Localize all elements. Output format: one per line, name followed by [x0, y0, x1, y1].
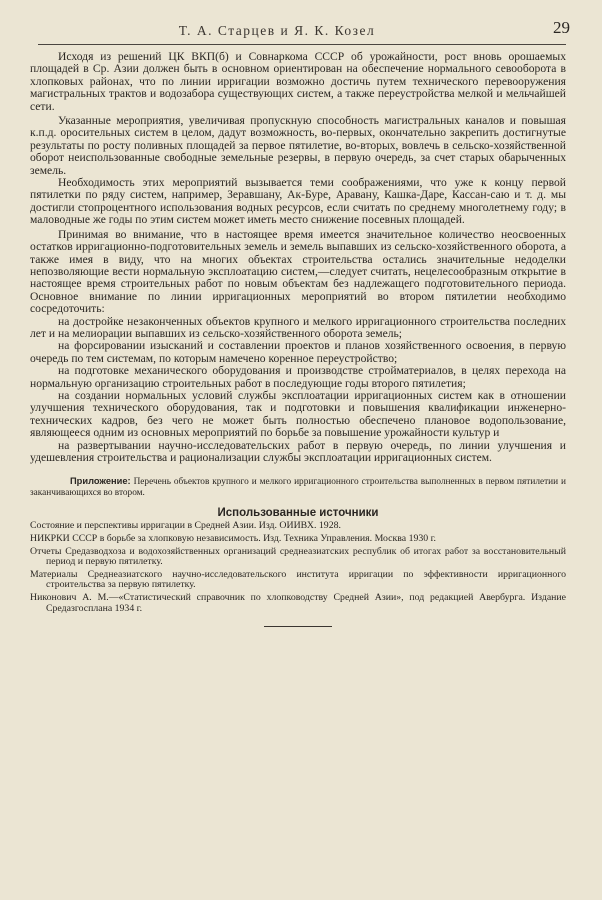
article-body	[30, 51, 566, 464]
running-head: Т. А. Старцев и Я. К. Козел	[178, 23, 376, 38]
list-paragraph: на развертывании научно-исследовательских работ в первую очередь, по линии улучшения и удешевления строительства и рационализации службы эксплоатации ирригационных систем.	[30, 438, 566, 464]
source-item: Состояние и перспективы ирригации в Средней Азии. Изд. ОИИВХ. 1928.	[30, 520, 341, 532]
list-paragraph: на достройке незаконченных объектов крупного и мелкого ирригационного строительства последних лет и на мелиорации выпавших из сельско-хозяйственного оборота земель;	[30, 314, 566, 340]
appendix-note	[30, 476, 566, 499]
list-paragraph: на форсировании изысканий и составлении проектов и планов хозяйственного освоения, в первую очередь по тем системам, по которым намечено коренное переустройство;	[30, 339, 566, 365]
sources-title: Использованные источники	[217, 507, 379, 520]
source-item: Никонович А. М.—«Статистический справочник по хлопководству Средней Азии», под редакцией Авербурга. Издание Средазгосплана 1934 г.	[30, 591, 566, 614]
paragraph: Принимая во внимание, что в настоящее время имеется значительное количество неосвоенных остатков ирригационно-подготовительных земель и земель выпавших из сельско-хозяйственного оборота, а также имея в виду, что на многих объектах строительства остались значительные недоделки непозволяющие вести нормальную эксплоатацию систем,—следует считать, нецелесообразным открытие в настоящее время строительных работ по новым объектам без надлежащего подготовительного периода. Основное внимание по линии ирригационных мероприятий во втором пятилетии необходимо сосредоточить:	[30, 227, 566, 316]
appendix-label: Приложение:	[70, 476, 131, 487]
source-item: Отчеты Средазводхоза и водохозяйственных организаций среднеазиатских республик об итогах работ за восстановительный период и первую пятилетку.	[30, 545, 566, 568]
sources-list	[30, 521, 566, 614]
page-number: 29	[553, 18, 570, 37]
source-item: Материалы Среднеазиатского научно-исследовательского института ирригации по эффективности ирригационного строительства за первую пятилетку.	[30, 568, 566, 591]
paragraph: Указанные мероприятия, увеличивая пропускную способность магистральных каналов и повышая к.п.д. оросительных систем в целом, дадут возможность, во-первых, окончательно закрепить достигнутые результаты по росту поливных площадей за первое пятилетие, во-вторых, вовлечь в сельско-хозяйственной оборот неиспользованные свободные земельные резервы, в первую очередь, за счет старых обарыченных земель.	[30, 114, 566, 177]
source-item: НИКРКИ СССР в борьбе за хлопковую независимость. Изд. Техника Управления. Москва 1930 г.	[30, 533, 436, 544]
list-paragraph: на создании нормальных условий службы эксплоатации ирригационных систем как в отношении улучшения технического оборудования, так и подготовки и повышения квалификации инженерно-технических кадров, без чего не может быть полностью обеспечено плановое водопользование, являющееся одним из основных мероприятий по борьбе за повышение урожайности культур и	[30, 388, 566, 440]
list-paragraph: на подготовке механического оборудования и производстве стройматериалов, в целях перехода на нормальную организацию строительных работ в последующие годы второго пятилетия;	[30, 364, 566, 390]
paragraph: Необходимость этих мероприятий вызывается теми соображениями, что уже к концу первой пятилетки по ряду систем, например, Зеравшану, Ак-Буре, Аравану, Кашка-Даре, Кассан-саю и т. д. мы достигли стопроцентного использования водных ресурсов, если считать по среднему многолетнему году; в маловодные же годы по этим систем может иметь место снижение посевных площадей.	[30, 176, 566, 227]
appendix-text: Перечень объектов крупного и мелкого ирригационного строительства выполненных в первом пятилетии и заканчивающихся во втором.	[30, 477, 566, 499]
page-header	[38, 0, 570, 45]
paragraph: Исходя из решений ЦК ВКП(б) и Совнаркома СССР об урожайности, рост вновь орошаемых площадей в Ср. Азии должен быть в основном ориентирован на обеспечение нормального севооборота в хлопковых районах, что по линии ирригации возможно достичь путем технического перевооружения магистральных трактов и водозабора существующих систем, а также переустройства мелкой и мельчайшей сети.	[30, 50, 566, 113]
closing-rule	[264, 626, 332, 627]
